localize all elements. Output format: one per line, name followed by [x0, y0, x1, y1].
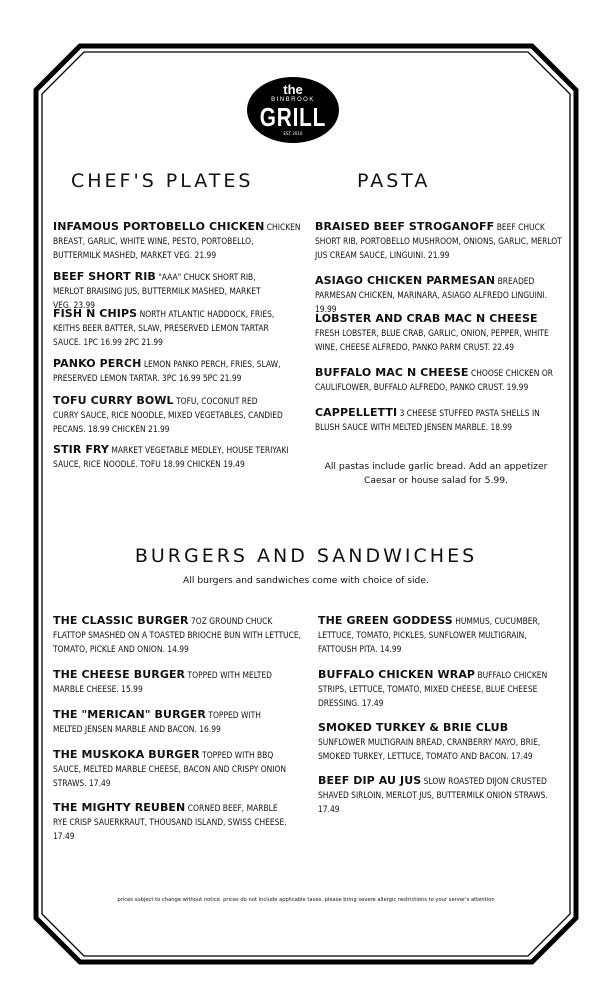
item-name: STIR FRY: [53, 443, 109, 456]
logo-grill: GRILL: [259, 102, 327, 132]
item-name: FISH N CHIPS: [53, 307, 138, 320]
item-name: THE CHEESE BURGER: [53, 668, 186, 681]
item-desc: BUFFALO CHICKEN STRIPS, LETTUCE, TOMATO, MIXED CHEESE, BLUE CHEESE DRESSING. 17.49: [318, 670, 548, 708]
burgers-subtitle: All burgers and sandwiches come with choice of side.: [183, 575, 429, 586]
item-desc: HUMMUS, CUCUMBER, LETTUCE, TOMATO, PICKLES, SUNFLOWER MULTIGRAIN, FATTOUSH PITA. 14.99: [318, 616, 541, 654]
menu-item: [53, 394, 283, 436]
item-desc: MARKET VEGETABLE MEDLEY, HOUSE TERIYAKI SAUCE, RICE NOODLE. TOFU 18.99 CHICKEN 19.49: [53, 445, 289, 469]
item-name: THE CLASSIC BURGER: [53, 614, 189, 627]
burgers-title: BURGERS AND SANDWICHES: [134, 545, 478, 567]
menu-item: [53, 220, 303, 262]
item-name: THE MUSKOKA BURGER: [53, 748, 200, 761]
item-desc: 3 CHEESE STUFFED PASTA SHELLS IN BLUSH SAUCE WITH MELTED JENSEN MARBLE. 18.99: [315, 408, 540, 432]
item-name: SMOKED TURKEY & BRIE CLUB: [318, 721, 509, 734]
pasta-title: PASTA: [357, 170, 431, 192]
item-desc: CHICKEN BREAST, GARLIC, WHITE WINE, PESTO, PORTOBELLO, BUTTERMILK MASHED, MARKET VEG. 21.99: [53, 222, 301, 260]
item-name: TOFU CURRY BOWL: [53, 394, 174, 407]
menu-item: [53, 801, 293, 843]
item-desc: SLOW ROASTED DIJON CRUSTED SHAVED SIRLOIN, MERLOT JUS, BUTTERMILK ONION STRAWS. 17.49: [318, 776, 548, 814]
item-desc: LEMON PANKO PERCH, FRIES, SLAW, PRESERVED LEMON TARTAR. 3PC 16.99 5PC 21.99: [53, 359, 281, 383]
item-desc: BREADED PARMESAN CHICKEN, MARINARA, ASIAGO ALFREDO LINGUINI. 19.99: [315, 276, 548, 314]
chefs-plates-title: CHEF'S PLATES: [71, 170, 254, 192]
menu-item: [318, 614, 550, 656]
item-name: INFAMOUS PORTOBELLO CHICKEN: [53, 220, 265, 233]
item-name: BEEF DIP AU JUS: [318, 774, 422, 787]
logo-the: the: [283, 82, 303, 97]
menu-item: [315, 274, 565, 316]
item-desc: 7OZ GROUND CHUCK FLATTOP SMASHED ON A TOASTED BRIOCHE BUN WITH LETTUCE, TOMATO, PICKLE AND ONION. 14.99: [53, 616, 301, 654]
item-name: LOBSTER AND CRAB MAC N CHEESE: [315, 312, 538, 325]
menu-item: [318, 721, 556, 763]
item-desc: NORTH ATLANTIC HADDOCK, FRIES, KEITHS BEER BATTER, SLAW, PRESERVED LEMON TARTAR SAUCE. 1PC 16.99 2PC 21.99: [53, 309, 275, 347]
item-desc: FRESH LOBSTER, BLUE CRAB, GARLIC, ONION, PEPPER, WHITE WINE, CHEESE ALFREDO, PANKO PARM CRUST. 22.49: [315, 327, 549, 352]
item-name: BEEF SHORT RIB: [53, 270, 156, 283]
grill-logo: [247, 77, 339, 143]
item-name: THE GREEN GODDESS: [318, 614, 453, 627]
item-name: PANKO PERCH: [53, 357, 142, 370]
menu-item: [53, 708, 285, 737]
item-name: BUFFALO MAC N CHEESE: [315, 366, 469, 379]
menu-item: [318, 774, 550, 816]
logo-est: EST 2010: [283, 131, 303, 136]
item-desc: SUNFLOWER MULTIGRAIN BREAD, CRANBERRY MAYO, BRIE, SMOKED TURKEY, LETTUCE, TOMATO AND BACON. 17.49: [318, 736, 541, 761]
menu-item: [53, 357, 288, 386]
item-desc: CHOOSE CHICKEN OR CAULIFLOWER, BUFFALO ALFREDO, PANKO CRUST. 19.99: [315, 368, 553, 392]
menu-item: [53, 443, 303, 472]
menu-item: [315, 312, 553, 354]
item-name: ASIAGO CHICKEN PARMESAN: [315, 274, 496, 287]
menu-item: [315, 366, 553, 395]
menu-item: [53, 307, 298, 349]
item-desc: CORNED BEEF, MARBLE RYE CRISP SAUERKRAUT, THOUSAND ISLAND, SWISS CHEESE. 17.49: [53, 803, 287, 841]
menu-item: [53, 668, 298, 697]
item-name: BRAISED BEEF STROGANOFF: [315, 220, 495, 233]
menu-item: [315, 220, 567, 262]
item-desc: TOPPED WITH MELTED MARBLE CHEESE. 15.99: [53, 670, 272, 694]
menu-item: [53, 748, 293, 790]
pasta-note: All pastas include garlic bread. Add an appetizer Caesar or house salad for 5.99.: [324, 461, 548, 486]
item-desc: TOFU, COCONUT RED CURRY SAUCE, RICE NOODLE, MIXED VEGETABLES, CANDIED PECANS. 18.99 CHICKEN 21.99: [53, 396, 283, 434]
item-name: CAPPELLETTI: [315, 406, 398, 419]
item-desc: TOPPED WITH BBQ SAUCE, MELTED MARBLE CHEESE, BACON AND CRISPY ONION STRAWS. 17.49: [53, 750, 287, 788]
logo-binbrook: BINBROOK: [271, 97, 315, 103]
menu-item: [318, 668, 558, 710]
menu-item: [315, 406, 551, 435]
menu-item: [53, 614, 301, 656]
item-desc: BEEF CHUCK SHORT RIB, PORTOBELLO MUSHROOM, ONIONS, GARLIC, MERLOT JUS CREAM SAUCE, LINGUINI. 21.99: [315, 222, 562, 260]
item-desc: "AAA" CHUCK SHORT RIB, MERLOT BRAISING JUS, BUTTERMILK MASHED, MARKET VEG. 23.99: [53, 272, 261, 310]
item-name: BUFFALO CHICKEN WRAP: [318, 668, 476, 681]
item-name: THE "MERICAN" BURGER: [53, 708, 206, 721]
item-name: THE MIGHTY REUBEN: [53, 801, 186, 814]
footer-disclaimer: prices subject to change without notice. prices do not include applicable taxes. please bring severe allergic restrictions to your server's attention: [117, 897, 495, 903]
item-desc: TOPPED WITH MELTED JENSEN MARBLE AND BACON. 16.99: [53, 710, 261, 734]
